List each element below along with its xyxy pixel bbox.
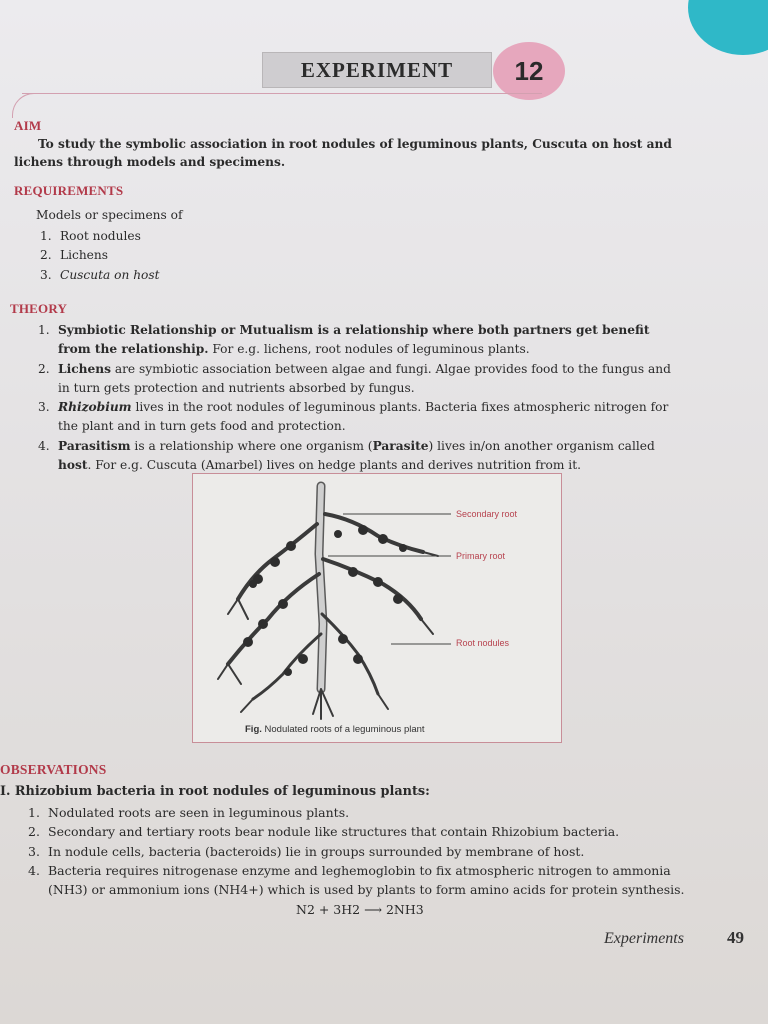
label-secondary-root: Secondary root [456,509,518,519]
item-bold2: host [58,458,88,473]
figure-caption [245,724,425,735]
list-item [38,321,671,360]
requirements-heading: REQUIREMENTS [14,183,124,198]
footer-label: Experiments [604,930,684,947]
observations-list [28,803,685,899]
item-rest: is a relationship where one organism ( [130,438,373,453]
aim-text-line1 [38,135,672,154]
item-bold: Rhizobium [58,400,132,415]
nitrogen-equation: N2 + 3H2 ⟶ 2NH3 [296,902,424,917]
theory-list [38,321,671,475]
caption-fig: Fig. [245,724,262,735]
label-root-nodules: Root nodules [456,638,510,648]
theory-heading: THEORY [10,301,68,316]
item-line2: in turn gets protection and nutrients absorbed by fungus. [58,380,415,395]
aim-heading: AIM [14,118,42,133]
item-text: Nodulated roots are seen in leguminous plants. [48,805,350,820]
item-number: 2. [40,248,52,263]
item-bold2: from the relationship. [58,342,209,357]
aim-line1: To study the symbolic association in root nodules of leguminous plants, Cuscuta on host and [38,137,672,151]
aim-text-line2: lichens through models and specimens. [14,155,286,169]
list-item [28,842,685,861]
header-rule [22,93,542,94]
item-text: Root nodules [60,229,141,243]
item-rest2: . For e.g. Cuscuta (Amarbel) lives on hedge plants and derives nutrition from it. [87,458,581,473]
list-item [28,861,685,880]
item-number: 3. [28,843,40,859]
list-item [28,803,685,822]
item-text: Cuscuta on host [60,267,160,282]
item-bold-b: Parasite [372,438,429,453]
item-number: 1. [28,805,40,820]
item-rest-b: ) lives in/on another organism called [428,438,655,453]
item-text: Bacteria requires nitrogenase enzyme and leghemoglobin to fix atmospheric nitrogen to ammonia [48,862,671,878]
label-primary-root: Primary root [456,551,506,561]
header-rule-curve [12,93,35,118]
experiment-header [262,52,492,88]
item-number: 4. [28,862,40,878]
list-item [40,246,160,265]
item-rest: lives in the root nodules of leguminous plants. Bacteria fixes atmospheric nitrogen for [131,400,669,415]
item-line2 [38,340,671,359]
requirements-list [40,227,160,285]
caption-text: Nodulated roots of a leguminous plant [261,724,425,735]
item-number: 3. [38,400,50,415]
root-nodule-figure [192,473,562,743]
item-number: 4. [38,438,50,453]
list-item [38,398,671,437]
list-item [40,227,160,246]
item-number: 2. [28,824,40,840]
item-rest: are symbiotic association between algae and fungi. Algae provides food to the fungus and [110,361,671,376]
item-text: In nodule cells, bacteria (bacteroids) lie in groups surrounded by membrane of host. [48,843,585,859]
list-item-continuation [28,880,685,899]
observations-subheading: I. Rhizobium bacteria in root nodules of leguminous plants: [0,784,430,799]
item-line2: (NH3) or ammonium ions (NH4+) which is used by plants to form amino acids for protein synthesis. [48,882,685,898]
experiment-title: EXPERIMENT [300,57,454,82]
item-text: Lichens [60,248,108,263]
requirements-intro: Models or specimens of [36,208,183,222]
observations-heading: OBSERVATIONS [0,762,107,777]
item-rest2: For e.g. lichens, root nodules of leguminous plants. [208,342,530,357]
list-item [38,360,671,399]
item-text: Secondary and tertiary roots bear nodule like structures that contain Rhizobium bacteria. [48,824,620,840]
page-number: 49 [727,928,744,947]
item-bold: Symbiotic Relationship or Mutualism is a relationship where both partners get benefit [58,323,650,337]
item-number: 3. [40,267,52,282]
list-item [38,437,671,476]
item-number: 1. [40,229,52,243]
corner-accent [688,0,768,55]
list-item [40,266,160,285]
item-number: 1. [38,323,50,337]
item-number: 2. [38,361,50,376]
item-line2: the plant and in turn gets food and protection. [58,419,346,434]
item-bold: Lichens [58,361,111,376]
experiment-number-badge [493,42,565,100]
experiment-number: 12 [514,55,544,86]
item-bold: Parasitism [58,438,131,453]
list-item [28,822,685,841]
